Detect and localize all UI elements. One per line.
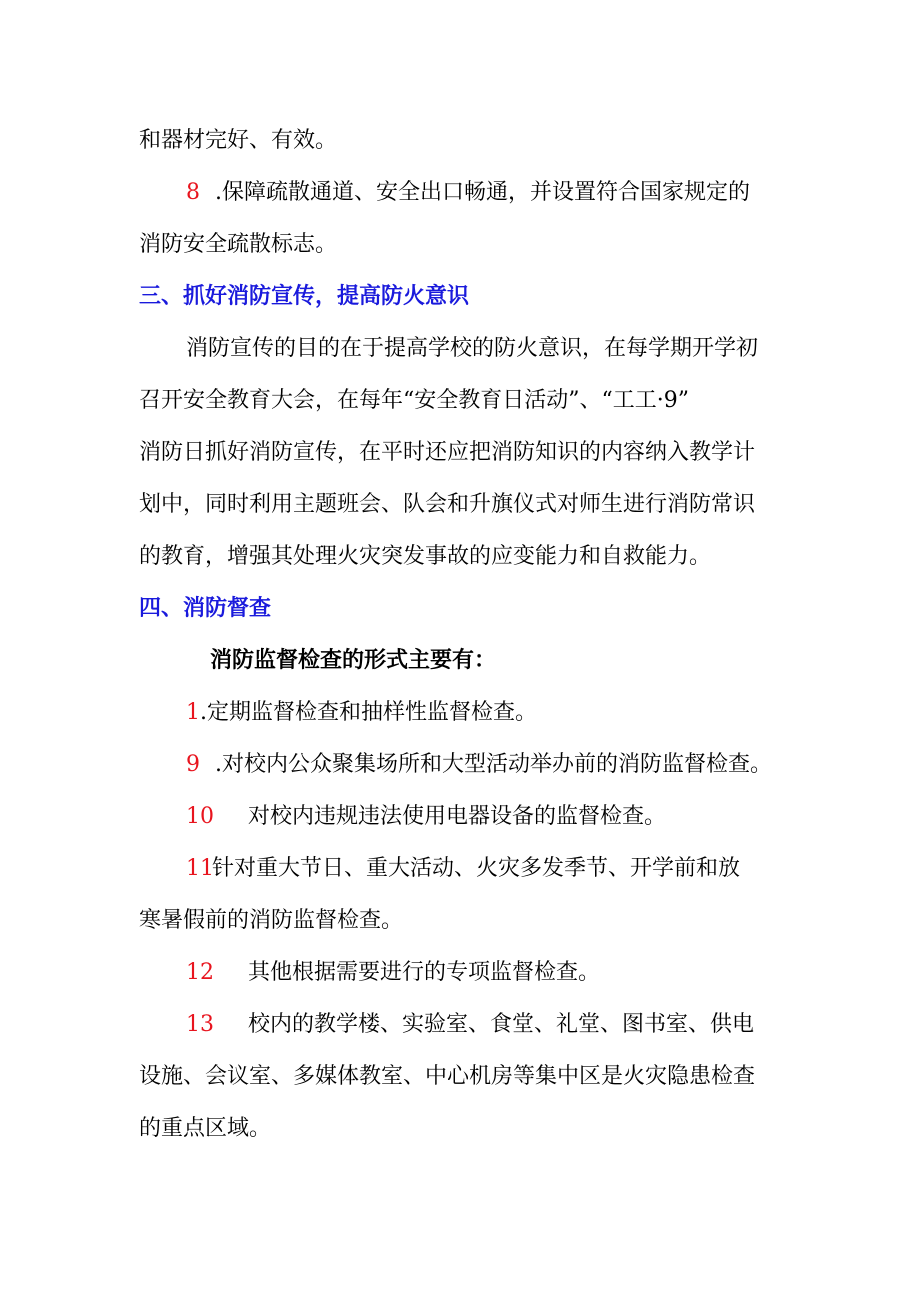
- item-text: .对校内公众聚集场所和大型活动举办前的消防监督检查。: [215, 752, 772, 777]
- item-text: 针对重大节日、重大活动、火灾多发季节、开学前和放: [212, 856, 741, 881]
- list-item: [186, 750, 772, 780]
- item-text: 设施、会议室、多媒体教室、中心机房等集中区是火灾隐患检查: [139, 1064, 756, 1089]
- text: 和器材完好、有效。: [139, 128, 338, 153]
- list-item: [186, 958, 600, 988]
- item-text: 的重点区域。: [139, 1116, 272, 1141]
- item-number: 11: [186, 856, 214, 881]
- list-item-continued: [139, 906, 403, 936]
- list-item: [186, 854, 740, 884]
- item-number: 8: [186, 180, 200, 205]
- item-number: 10: [186, 804, 214, 829]
- list-item: [186, 1010, 754, 1040]
- item-text: .保障疏散通道、安全出口畅通，并设置符合国家规定的: [215, 180, 750, 205]
- section-heading-4: [139, 594, 271, 624]
- list-item-continued: [139, 1114, 271, 1144]
- text: 消防安全疏散标志。: [139, 232, 338, 257]
- list-item: [186, 802, 666, 832]
- text: 消防宣传的目的在于提高学校的防火意识，在每学期开学初: [186, 336, 759, 361]
- item-text: .定期监督检查和抽样性监督检查。: [200, 700, 537, 725]
- text: 召开安全教育大会，在每年“安全教育日活动”、“工工·9”: [139, 388, 689, 413]
- item-number: 9: [186, 752, 200, 777]
- item-number: 1: [186, 700, 200, 725]
- heading-text: 消防监督检查的形式主要有：: [210, 648, 497, 673]
- list-item: [186, 698, 537, 728]
- text: 消防日抓好消防宣传，在平时还应把消防知识的内容纳入教学计: [139, 440, 756, 465]
- item-text: 对校内违规违法使用电器设备的监督检查。: [248, 804, 667, 829]
- paragraph-line: [186, 334, 758, 364]
- list-item-8: [186, 178, 750, 208]
- item-text: 寒暑假前的消防监督检查。: [139, 908, 404, 933]
- list-item-continued: [139, 1062, 755, 1092]
- paragraph-line: [139, 542, 711, 572]
- list-item-8-continued: [139, 230, 337, 260]
- paragraph-line: [139, 126, 337, 156]
- paragraph-line: [139, 386, 689, 416]
- section-heading-3: [139, 282, 469, 312]
- heading-text: 三、抓好消防宣传，提高防火意识: [139, 284, 470, 309]
- sub-heading: [210, 646, 496, 676]
- heading-text: 四、消防督查: [139, 596, 272, 621]
- text: 的教育，增强其处理火灾突发事故的应变能力和自救能力。: [139, 544, 712, 569]
- text: 划中，同时利用主题班会、队会和升旗仪式对师生进行消防常识: [139, 492, 756, 517]
- item-number: 12: [186, 960, 214, 985]
- item-number: 13: [186, 1012, 214, 1037]
- item-text: 其他根据需要进行的专项监督检查。: [248, 960, 601, 985]
- item-text: 校内的教学楼、实验室、食堂、礼堂、图书室、供电: [248, 1012, 755, 1037]
- paragraph-line: [139, 490, 755, 520]
- paragraph-line: [139, 438, 755, 468]
